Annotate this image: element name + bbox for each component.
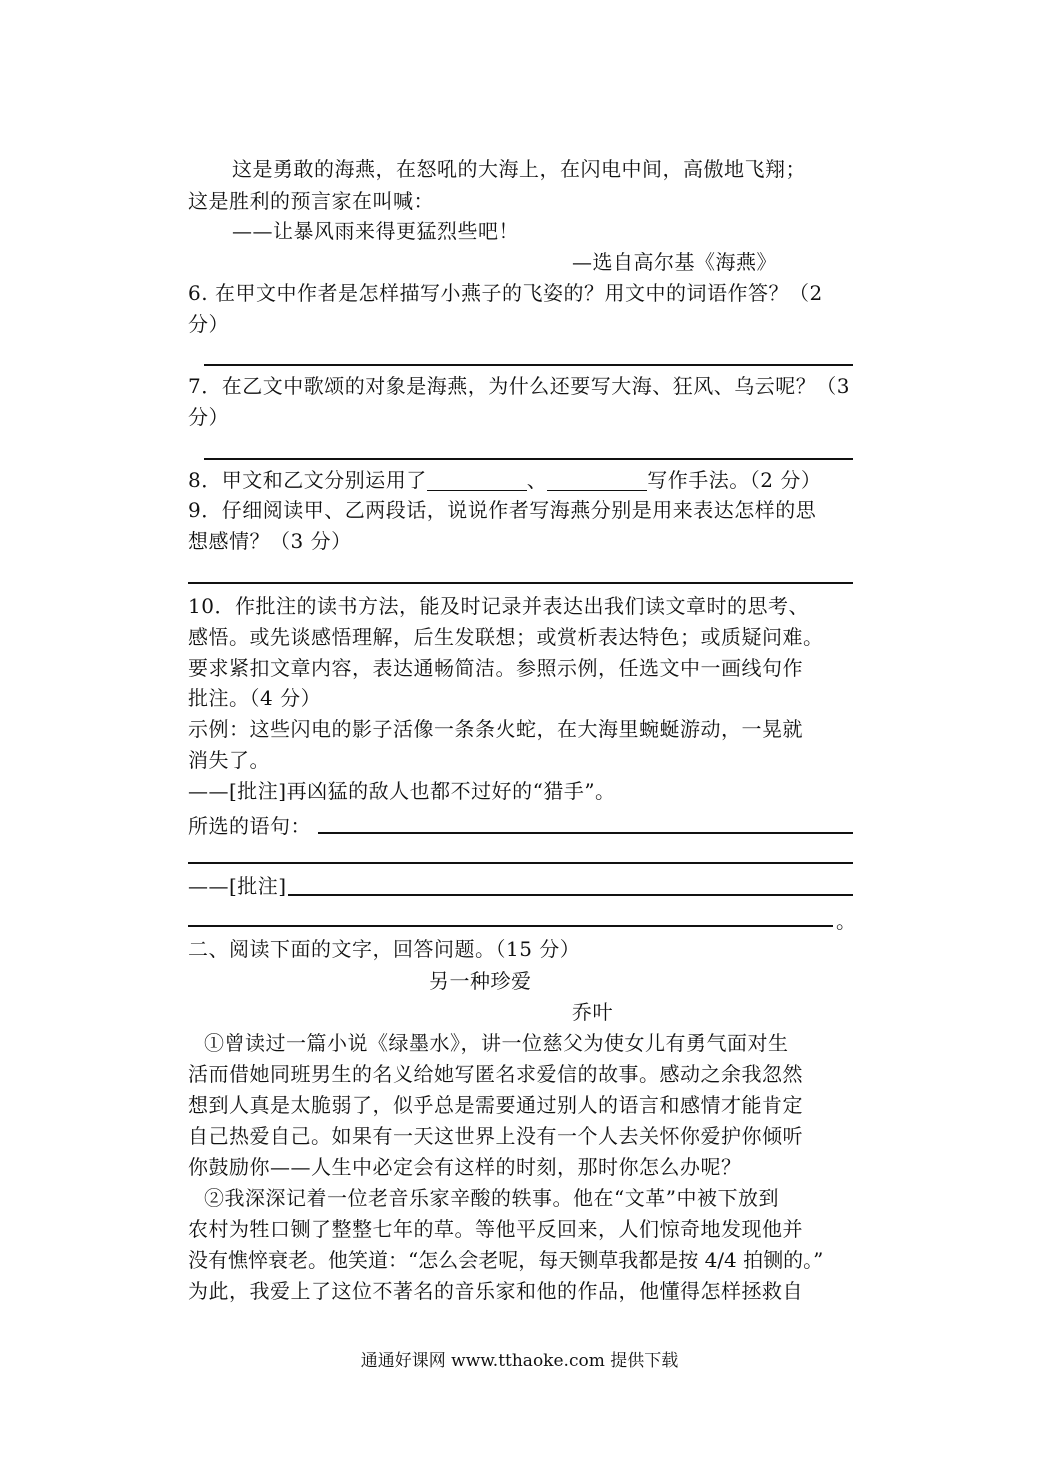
question-6-cont: 分） xyxy=(188,312,229,336)
paragraph-line: 农村为牲口铡了整整七年的草。等他平反回来，人们惊奇地发现他并 xyxy=(188,1217,803,1241)
question-9-cont: 想感情？（3 分） xyxy=(188,529,352,553)
paragraph-line: ①曾读过一篇小说《绿墨水》，讲一位慈父为使女儿有勇气面对生 xyxy=(204,1031,789,1055)
chosen-sentence-label: 所选的语句： xyxy=(188,814,311,838)
question-6: 6. 在甲文中作者是怎样描写小燕子的飞姿的？用文中的词语作答？（2 xyxy=(188,281,823,305)
answer-line xyxy=(204,458,853,460)
passage-line: 这是勇敢的海燕，在怒吼的大海上，在闪电中间，高傲地飞翔； xyxy=(232,157,806,181)
note-label: ——[批注] xyxy=(188,874,287,898)
paragraph-line: 没有憔悴衰老。他笑道：“怎么会老呢，每天铡草我都是按 4/4 拍铡的。” xyxy=(188,1248,824,1272)
note-line xyxy=(188,925,833,927)
example-line: 消失了。 xyxy=(188,748,270,772)
question-8 xyxy=(188,464,853,496)
article-author: 乔叶 xyxy=(572,1000,613,1024)
question-10: 10．作批注的读书方法，能及时记录并表达出我们读文章时的思考、 xyxy=(188,594,809,618)
paragraph-line: 你鼓励你——人生中必定会有这样的时刻，那时你怎么办呢？ xyxy=(188,1155,742,1179)
question-7: 7．在乙文中歌颂的对象是海燕，为什么还要写大海、狂风、乌云呢？（3 xyxy=(188,374,850,398)
paragraph-line: 自己热爱自己。如果有一天这世界上没有一个人去关怀你爱护你倾听 xyxy=(188,1124,803,1148)
fill-blank xyxy=(547,470,647,491)
passage-source: —选自高尔基《海燕》 xyxy=(572,250,777,274)
example-line: 示例：这些闪电的影子活像一条条火蛇，在大海里蜿蜒游动，一晃就 xyxy=(188,717,803,741)
question-10-cont: 感悟。或先谈感悟理解，后生发联想；或赏析表达特色；或质疑问难。 xyxy=(188,625,824,649)
answer-line xyxy=(188,862,853,864)
page-footer: 通通好课网 www.tthaoke.com 提供下载 xyxy=(360,1351,679,1371)
example-note: ——[批注]再凶猛的敌人也都不过好的“猎手”。 xyxy=(188,779,616,803)
passage-line: 这是胜利的预言家在叫喊： xyxy=(188,189,434,213)
fill-blank xyxy=(427,470,527,491)
question-8-suffix: 写作手法。（2 分） xyxy=(647,468,822,492)
section-heading: 二、阅读下面的文字，回答问题。（15 分） xyxy=(188,937,581,961)
note-line xyxy=(288,894,853,896)
paragraph-line: ②我深深记着一位老音乐家辛酸的轶事。他在“文革”中被下放到 xyxy=(204,1186,779,1210)
question-10-cont: 批注。（4 分） xyxy=(188,686,322,710)
question-9: 9．仔细阅读甲、乙两段话，说说作者写海燕分别是用来表达怎样的思 xyxy=(188,498,817,522)
end-mark: 。 xyxy=(836,909,857,933)
paragraph-line: 想到人真是太脆弱了，似乎总是需要通过别人的语言和感情才能肯定 xyxy=(188,1093,803,1117)
paragraph-line: 为此，我爱上了这位不著名的音乐家和他的作品，他懂得怎样拯救自 xyxy=(188,1279,803,1303)
question-8-prefix: 8．甲文和乙文分别运用了 xyxy=(188,468,427,492)
question-10-cont: 要求紧扣文章内容，表达通畅简洁。参照示例，任选文中一画线句作 xyxy=(188,656,803,680)
article-title: 另一种珍爱 xyxy=(429,969,532,993)
answer-line xyxy=(188,582,853,584)
paragraph-line: 活而借她同班男生的名义给她写匿名求爱信的故事。感动之余我忽然 xyxy=(188,1062,803,1086)
passage-line: ——让暴风雨来得更猛烈些吧！ xyxy=(232,219,519,243)
question-8-sep: 、 xyxy=(526,468,548,492)
chosen-sentence-line xyxy=(318,832,853,834)
answer-line xyxy=(204,364,853,366)
question-7-cont: 分） xyxy=(188,405,229,429)
